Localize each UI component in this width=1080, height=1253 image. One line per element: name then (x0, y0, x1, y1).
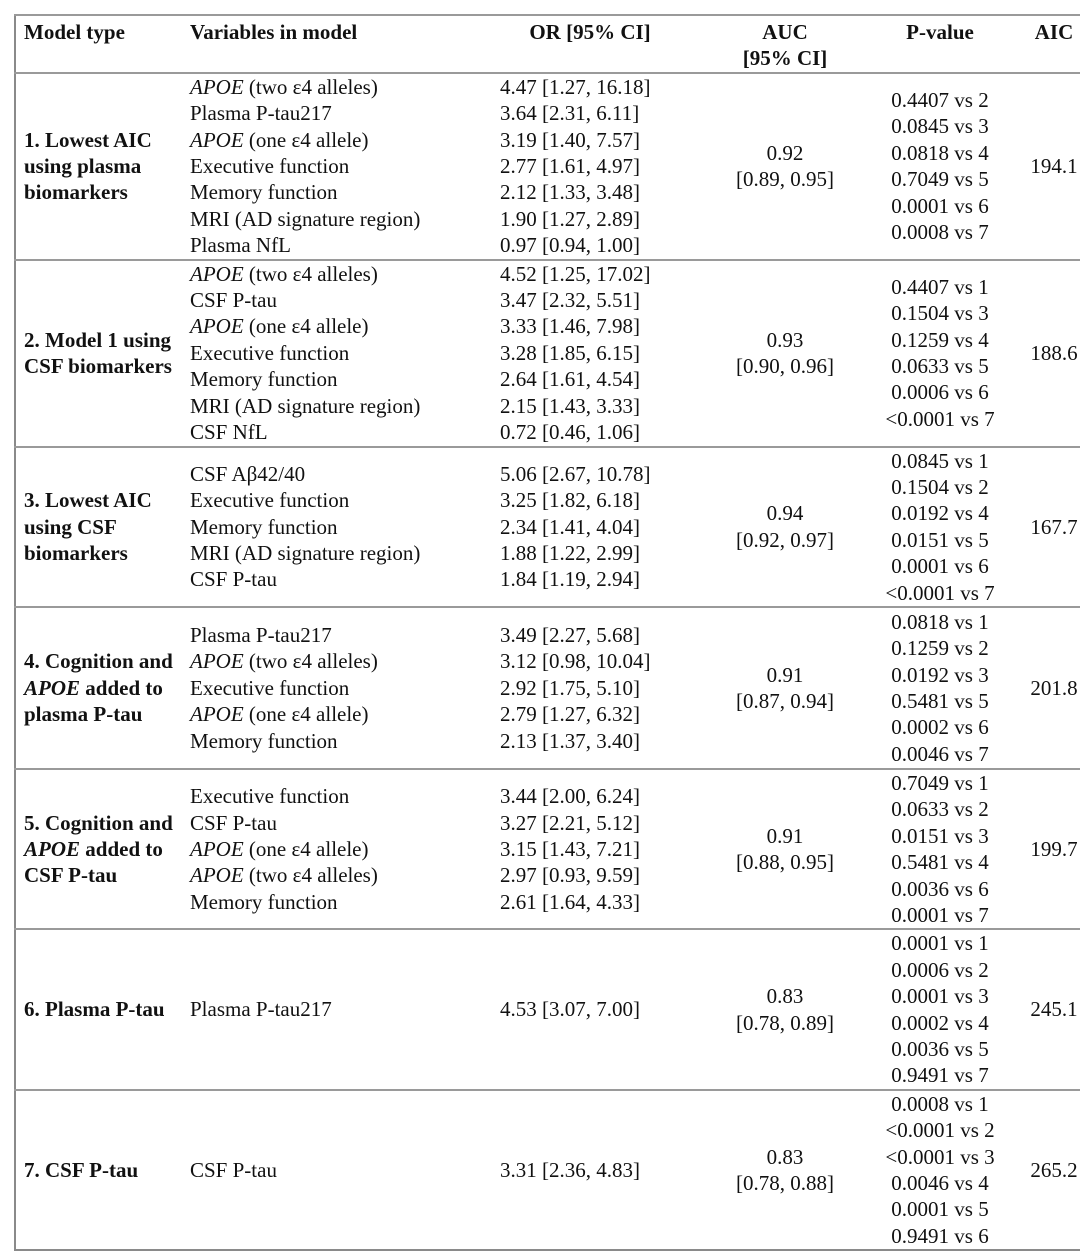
pvalue-cell (870, 929, 1010, 1089)
odds-ratio: 2.15 [1.43, 3.33] (500, 393, 640, 418)
pvalue: <0.0001 vs 2 (885, 1118, 995, 1143)
variable-text: Executive function (190, 675, 350, 700)
pvalue: 0.0001 vs 6 (891, 193, 989, 218)
odds-ratio: 3.47 [2.32, 5.51] (500, 288, 640, 313)
variable-name (190, 1157, 498, 1183)
variable-name (190, 127, 498, 153)
or-cell (498, 260, 700, 447)
odds-ratio: 3.25 [1.82, 6.18] (500, 488, 640, 513)
auc-value: 0.91 (766, 823, 804, 848)
pvalue: 0.0008 vs 1 (891, 1091, 989, 1116)
table-row (15, 607, 1080, 769)
variable-name (190, 783, 498, 809)
pvalue-cell (870, 73, 1010, 260)
auc-value: 0.91 (766, 662, 804, 687)
auc-cell (700, 447, 870, 607)
header-model-type: Model type (24, 20, 125, 44)
pvalue: 0.0633 vs 2 (891, 797, 989, 822)
variable-text: MRI (AD signature region) (190, 393, 421, 418)
aic-cell: 199.7 (1030, 836, 1078, 861)
or-cell (498, 769, 700, 929)
variable-name (190, 836, 498, 862)
variable-name (190, 340, 498, 366)
auc-ci: [0.88, 0.95] (736, 850, 834, 875)
or-cell (498, 447, 700, 607)
header-auc (700, 15, 870, 73)
variable-name (190, 566, 498, 592)
variable-name (190, 232, 498, 258)
pvalue: 0.0192 vs 3 (891, 662, 989, 687)
odds-ratio: 3.64 [2.31, 6.11] (500, 101, 640, 126)
pvalue: 0.4407 vs 2 (891, 88, 989, 113)
pvalue: 0.0046 vs 4 (891, 1171, 989, 1196)
auc-cell (700, 929, 870, 1089)
odds-ratio: 3.15 [1.43, 7.21] (500, 836, 640, 861)
or-cell (498, 1090, 700, 1250)
variable-italic: APOE (190, 702, 244, 727)
model-type-cell (15, 769, 190, 929)
odds-ratio: 3.44 [2.00, 6.24] (500, 784, 640, 809)
variable-text: Plasma P-tau217 (190, 997, 332, 1022)
odds-ratio: 2.77 [1.61, 4.97] (500, 154, 640, 179)
header-or: OR [95% CI] (529, 20, 651, 44)
variable-name (190, 889, 498, 915)
variable-text: CSF NfL (190, 420, 268, 445)
model-type-text: added to plasma P-tau (24, 675, 163, 727)
model-type-cell (15, 607, 190, 769)
variable-text: MRI (AD signature region) (190, 206, 421, 231)
pvalue: 0.4407 vs 1 (891, 274, 989, 299)
auc-ci: [0.78, 0.89] (736, 1010, 834, 1035)
auc-ci: [0.92, 0.97] (736, 527, 834, 552)
odds-ratio: 3.31 [2.36, 4.83] (500, 1157, 640, 1182)
model-type-text: added to CSF P-tau (24, 836, 163, 888)
model-comparison-table (14, 14, 1080, 1251)
variables-cell (190, 447, 498, 607)
odds-ratio: 2.64 [1.61, 4.54] (500, 367, 640, 392)
variable-italic: APOE (190, 836, 244, 861)
model-type-italic: APOE (24, 836, 81, 861)
odds-ratio: 3.27 [2.21, 5.12] (500, 810, 640, 835)
variable-text: Executive function (190, 784, 350, 809)
variable-name (190, 996, 498, 1022)
header-row (15, 15, 1080, 73)
pvalue: 0.0002 vs 4 (891, 1010, 989, 1035)
odds-ratio: 3.28 [1.85, 6.15] (500, 340, 640, 365)
variable-name (190, 419, 498, 445)
model-type-cell (15, 73, 190, 260)
odds-ratio: 2.34 [1.41, 4.04] (500, 514, 640, 539)
model-type-cell (15, 929, 190, 1089)
variable-text: Memory function (190, 728, 338, 753)
odds-ratio: 2.97 [0.93, 9.59] (500, 863, 640, 888)
odds-ratio: 2.12 [1.33, 3.48] (500, 180, 640, 205)
variable-italic: APOE (190, 74, 244, 99)
pvalue: 0.0006 vs 6 (891, 380, 989, 405)
odds-ratio: 2.79 [1.27, 6.32] (500, 702, 640, 727)
table-row (15, 769, 1080, 929)
variable-text: CSF P-tau (190, 288, 277, 313)
pvalue: 0.7049 vs 1 (891, 770, 989, 795)
variable-name (190, 514, 498, 540)
variables-cell (190, 73, 498, 260)
pvalue-cell (870, 260, 1010, 447)
variable-name (190, 648, 498, 674)
odds-ratio: 0.97 [0.94, 1.00] (500, 233, 640, 258)
auc-ci: [0.78, 0.88] (736, 1171, 834, 1196)
model-type-text: 4. Cognition and (24, 649, 173, 674)
variable-text: Memory function (190, 180, 338, 205)
table-row (15, 929, 1080, 1089)
variable-italic: APOE (190, 649, 244, 674)
variable-text: Executive function (190, 488, 350, 513)
variable-name (190, 287, 498, 313)
variable-text: (two ε4 alleles) (243, 863, 378, 888)
pvalue: 0.0001 vs 5 (891, 1197, 989, 1222)
pvalue: <0.0001 vs 7 (885, 580, 995, 605)
odds-ratio: 1.88 [1.22, 2.99] (500, 540, 640, 565)
auc-ci: [0.90, 0.96] (736, 354, 834, 379)
variable-name (190, 366, 498, 392)
table-row (15, 447, 1080, 607)
auc-ci: [0.87, 0.94] (736, 688, 834, 713)
pvalue-cell (870, 769, 1010, 929)
variable-name (190, 461, 498, 487)
pvalue: 0.1259 vs 4 (891, 327, 989, 352)
variable-text: Executive function (190, 154, 350, 179)
odds-ratio: 4.47 [1.27, 16.18] (500, 74, 651, 99)
variable-text: (two ε4 alleles) (243, 649, 378, 674)
header-variables: Variables in model (190, 20, 358, 44)
variable-name (190, 862, 498, 888)
aic-cell: 245.1 (1030, 997, 1078, 1022)
variable-name (190, 261, 498, 287)
variable-text: CSF P-tau (190, 810, 277, 835)
pvalue: 0.5481 vs 4 (891, 850, 989, 875)
pvalue-cell (870, 1090, 1010, 1250)
pvalue: 0.7049 vs 5 (891, 167, 989, 192)
model-type-cell (15, 1090, 190, 1250)
model-type-text: 1. Lowest AIC using plasma biomarkers (24, 127, 152, 205)
odds-ratio: 1.90 [1.27, 2.89] (500, 206, 640, 231)
pvalue: 0.0818 vs 4 (891, 140, 989, 165)
pvalue: 0.0006 vs 2 (891, 957, 989, 982)
auc-value: 0.92 (766, 140, 804, 165)
table-row (15, 260, 1080, 447)
variable-text: Executive function (190, 340, 350, 365)
or-cell (498, 929, 700, 1089)
aic-cell: 167.7 (1030, 514, 1078, 539)
odds-ratio: 4.53 [3.07, 7.00] (500, 997, 640, 1022)
variable-name (190, 701, 498, 727)
variable-name (190, 622, 498, 648)
odds-ratio: 3.19 [1.40, 7.57] (500, 127, 640, 152)
odds-ratio: 3.12 [0.98, 10.04] (500, 649, 651, 674)
pvalue: 0.0001 vs 1 (891, 931, 989, 956)
variable-italic: APOE (190, 261, 244, 286)
variable-text: MRI (AD signature region) (190, 540, 421, 565)
pvalue: 0.0001 vs 3 (891, 984, 989, 1009)
auc-ci: [0.89, 0.95] (736, 167, 834, 192)
pvalue: 0.0002 vs 6 (891, 715, 989, 740)
variables-cell (190, 1090, 498, 1250)
pvalue: 0.9491 vs 6 (891, 1223, 989, 1248)
table-row (15, 73, 1080, 260)
pvalue: 0.0151 vs 3 (891, 823, 989, 848)
variable-text: CSF Aβ42/40 (190, 461, 306, 486)
model-type-text: 2. Model 1 using CSF biomarkers (24, 327, 172, 379)
variable-italic: APOE (190, 314, 244, 339)
pvalue: <0.0001 vs 3 (885, 1144, 995, 1169)
pvalue: 0.0845 vs 3 (891, 114, 989, 139)
variable-text: CSF P-tau (190, 1157, 277, 1182)
variables-cell (190, 929, 498, 1089)
variable-text: Memory function (190, 889, 338, 914)
pvalue: 0.9491 vs 7 (891, 1063, 989, 1088)
auc-cell (700, 769, 870, 929)
pvalue: 0.0818 vs 1 (891, 609, 989, 634)
auc-cell (700, 73, 870, 260)
pvalue: 0.0008 vs 7 (891, 220, 989, 245)
odds-ratio: 3.33 [1.46, 7.98] (500, 314, 640, 339)
auc-cell (700, 260, 870, 447)
or-cell (498, 73, 700, 260)
auc-value: 0.83 (766, 984, 804, 1009)
variable-name (190, 810, 498, 836)
variable-name (190, 540, 498, 566)
model-type-cell (15, 260, 190, 447)
pvalue: 0.0845 vs 1 (891, 448, 989, 473)
pvalue: 0.1259 vs 2 (891, 636, 989, 661)
variable-text: (one ε4 allele) (243, 314, 369, 339)
variable-text: Plasma NfL (190, 233, 291, 258)
auc-cell (700, 607, 870, 769)
pvalue: 0.0046 vs 7 (891, 741, 989, 766)
pvalue: 0.0001 vs 7 (891, 902, 989, 927)
variable-name (190, 487, 498, 513)
variable-italic: APOE (190, 127, 244, 152)
pvalue: 0.0633 vs 5 (891, 354, 989, 379)
variable-text: Plasma P-tau217 (190, 101, 332, 126)
pvalue: <0.0001 vs 7 (885, 406, 995, 431)
model-type-text: 6. Plasma P-tau (24, 997, 165, 1022)
variable-name (190, 179, 498, 205)
model-type-cell (15, 447, 190, 607)
odds-ratio: 2.61 [1.64, 4.33] (500, 889, 640, 914)
aic-cell: 201.8 (1030, 675, 1078, 700)
model-type-text: 3. Lowest AIC using CSF biomarkers (24, 488, 152, 565)
pvalue: 0.0151 vs 5 (891, 527, 989, 552)
variable-name (190, 74, 498, 100)
auc-value: 0.94 (766, 501, 804, 526)
pvalue: 0.0036 vs 6 (891, 876, 989, 901)
variable-text: Memory function (190, 367, 338, 392)
pvalue: 0.0192 vs 4 (891, 501, 989, 526)
header-auc-label: AUC (762, 20, 808, 44)
table-row (15, 1090, 1080, 1250)
variables-cell (190, 607, 498, 769)
variable-name (190, 728, 498, 754)
variable-text: (one ε4 allele) (243, 127, 369, 152)
header-aic: AIC (1034, 20, 1074, 44)
model-type-italic: APOE (24, 675, 81, 700)
variable-name (190, 153, 498, 179)
pvalue: 0.0036 vs 5 (891, 1037, 989, 1061)
variables-cell (190, 260, 498, 447)
variable-text: (one ε4 allele) (243, 702, 369, 727)
auc-cell (700, 1090, 870, 1250)
odds-ratio: 2.92 [1.75, 5.10] (500, 675, 640, 700)
variable-text: (two ε4 alleles) (243, 261, 378, 286)
odds-ratio: 0.72 [0.46, 1.06] (500, 420, 640, 445)
pvalue-cell (870, 607, 1010, 769)
pvalue: 0.1504 vs 2 (891, 474, 989, 499)
pvalue-cell (870, 447, 1010, 607)
aic-cell: 188.6 (1030, 340, 1078, 365)
header-pvalue: P-value (906, 20, 974, 44)
auc-value: 0.93 (766, 327, 804, 352)
pvalue: 0.0001 vs 6 (891, 554, 989, 579)
aic-cell: 194.1 (1030, 154, 1078, 179)
model-type-text: 7. CSF P-tau (24, 1157, 139, 1182)
pvalue: 0.5481 vs 5 (891, 688, 989, 713)
table-body (15, 73, 1080, 1250)
or-cell (498, 607, 700, 769)
pvalue: 0.1504 vs 3 (891, 301, 989, 326)
variable-name (190, 675, 498, 701)
variable-name (190, 206, 498, 232)
variables-cell (190, 769, 498, 929)
odds-ratio: 3.49 [2.27, 5.68] (500, 622, 640, 647)
variable-text: Plasma P-tau217 (190, 622, 332, 647)
odds-ratio: 5.06 [2.67, 10.78] (500, 461, 651, 486)
variable-name (190, 313, 498, 339)
variable-italic: APOE (190, 863, 244, 888)
odds-ratio: 1.84 [1.19, 2.94] (500, 567, 640, 592)
auc-value: 0.83 (766, 1144, 804, 1169)
variable-name (190, 393, 498, 419)
model-type-text: 5. Cognition and (24, 810, 173, 835)
aic-cell: 265.2 (1030, 1157, 1078, 1182)
variable-text: (two ε4 alleles) (243, 74, 378, 99)
variable-text: CSF P-tau (190, 567, 277, 592)
variable-text: Memory function (190, 514, 338, 539)
variable-text: (one ε4 allele) (243, 836, 369, 861)
header-auc-ci: [95% CI] (742, 46, 828, 71)
odds-ratio: 4.52 [1.25, 17.02] (500, 261, 651, 286)
odds-ratio: 2.13 [1.37, 3.40] (500, 728, 640, 753)
variable-name (190, 100, 498, 126)
